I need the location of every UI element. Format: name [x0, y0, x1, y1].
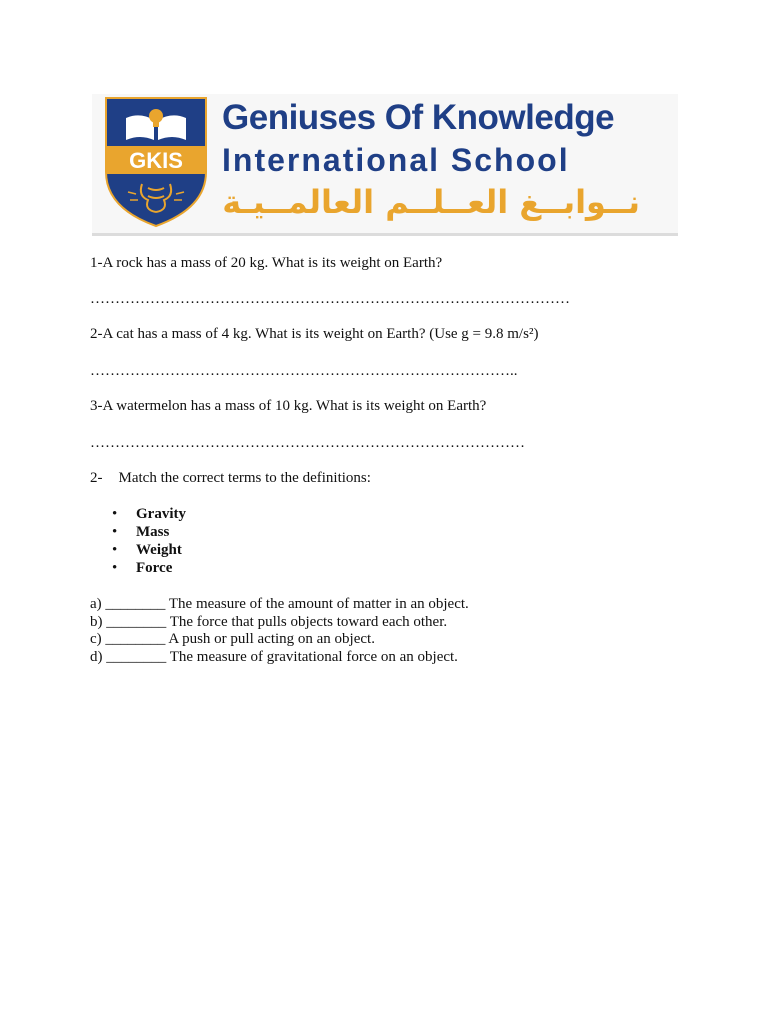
question-1: 1-A rock has a mass of 20 kg. What is its weight on Earth? [90, 255, 443, 271]
school-crest-logo [104, 96, 208, 228]
matching-heading [90, 470, 371, 487]
bullet-icon: • [112, 506, 118, 522]
term-item: • Weight [112, 542, 182, 558]
definition-c: c) ________ A push or pull acting on an object. [90, 631, 375, 647]
question-2: 2-A cat has a mass of 4 kg. What is its weight on Earth? (Use g = 9.8 m/s²) [90, 326, 539, 342]
bullet-icon: • [112, 524, 118, 540]
matching-number: 2- [90, 470, 103, 486]
definition-b: b) ________ The force that pulls objects toward each other. [90, 613, 448, 630]
answer-line-1: …………………………………………………………………………………… [90, 291, 570, 307]
term-item: • Force [112, 560, 173, 576]
definitions-list [90, 596, 469, 666]
bullet-icon: • [112, 542, 118, 558]
bullet-icon: • [112, 560, 118, 576]
crest-initials: GKIS [129, 148, 183, 173]
matching-instruction: Match the correct terms to the definitions: [118, 470, 371, 486]
terms-list [112, 505, 186, 577]
definition-d: d) ________ The measure of gravitational force on an object. [90, 648, 458, 665]
school-name-arabic: نــوابــغ العــلــم العالمــيـة [222, 183, 640, 221]
answer-line-2: ………………………………………………………………………….. [90, 363, 518, 379]
term-item: • Mass [112, 524, 170, 540]
school-header-banner [92, 94, 678, 236]
answer-line-3: …………………………………………………………………………… [90, 435, 525, 451]
school-name-line2: International School [222, 142, 570, 178]
question-3: 3-A watermelon has a mass of 10 kg. What is its weight on Earth? [90, 398, 487, 414]
term-item: • Gravity [112, 506, 186, 522]
school-name-line1: Geniuses Of Knowledge [222, 98, 615, 137]
definition-a: a) ________ The measure of the amount of matter in an object. [90, 596, 469, 612]
